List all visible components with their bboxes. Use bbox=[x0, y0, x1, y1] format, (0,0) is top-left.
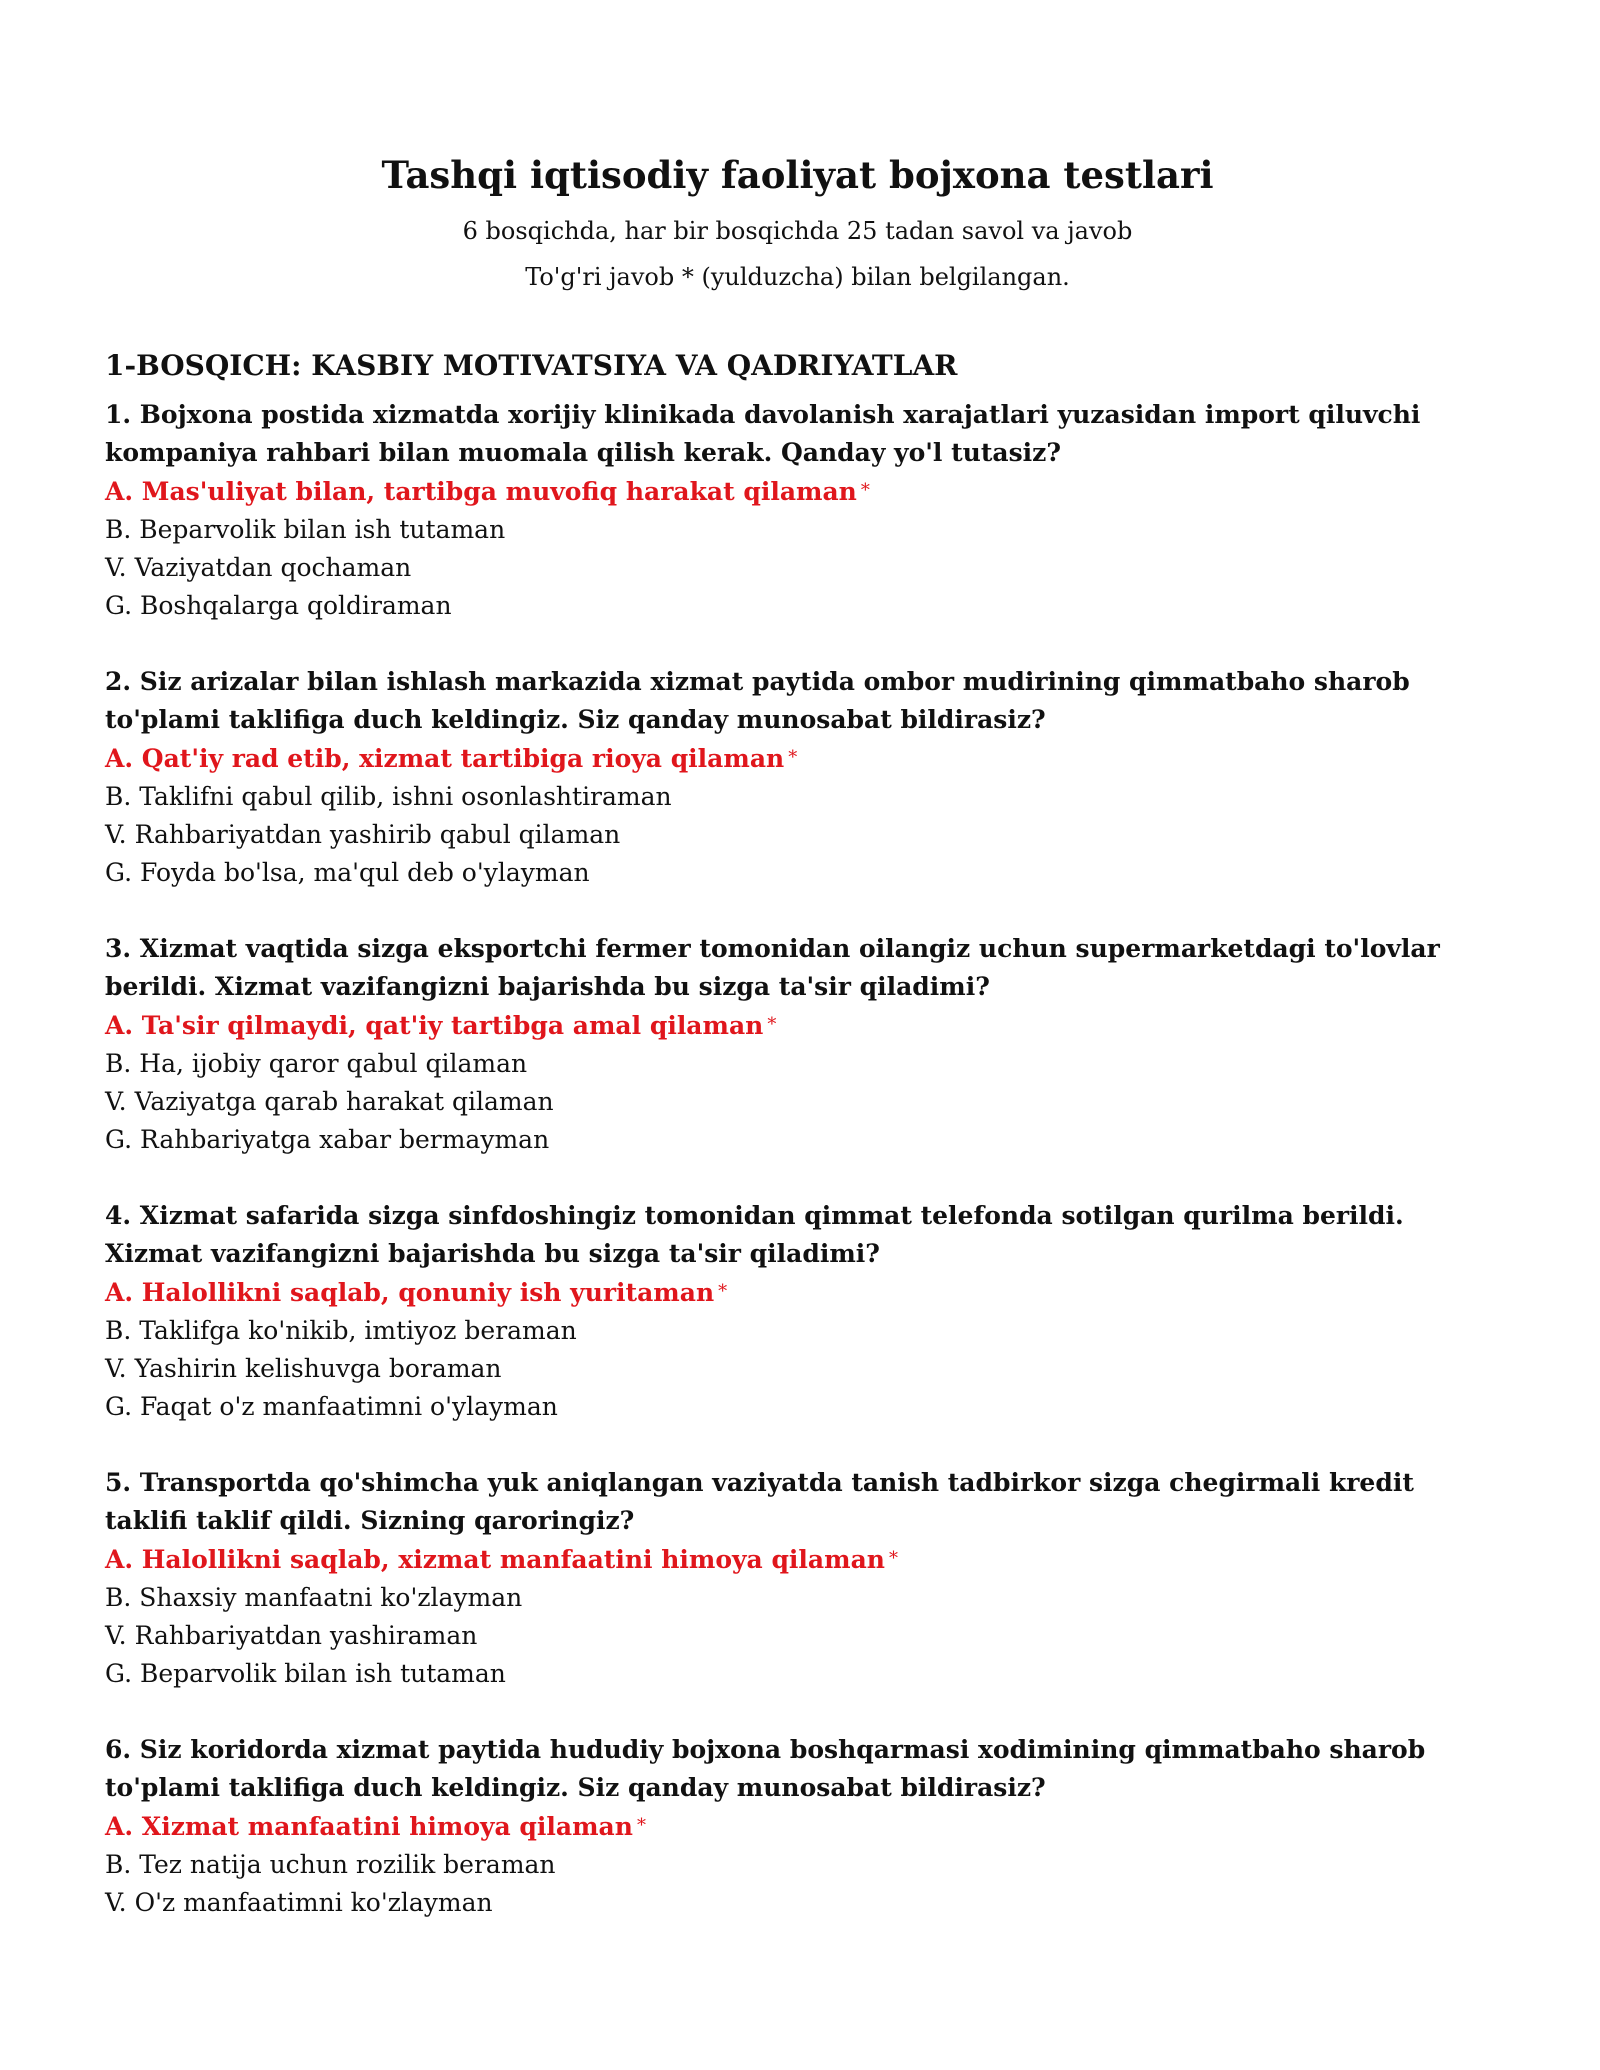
correct-star-marker: * bbox=[788, 747, 798, 768]
correct-option bbox=[105, 472, 1490, 511]
correct-option bbox=[105, 1807, 1490, 1846]
correct-star-marker: * bbox=[767, 1014, 777, 1035]
correct-option bbox=[105, 1540, 1490, 1579]
document-subtitle: 6 bosqichda, har bir bosqichda 25 tadan savol va javob bbox=[462, 217, 1133, 245]
option-label: A. Halollikni saqlab, qonuniy ish yuritaman bbox=[105, 1278, 715, 1307]
question-5 bbox=[105, 1464, 1490, 1693]
answer-key-note: To'g'ri javob * (yulduzcha) bilan belgilangan. bbox=[525, 263, 1070, 291]
correct-star-marker: * bbox=[636, 1815, 646, 1836]
option-g: G. Rahbariyatga xabar bermayman bbox=[105, 1125, 550, 1154]
option-v: V. Vaziyatdan qochaman bbox=[105, 553, 412, 582]
question-list bbox=[105, 396, 1490, 1922]
option-g: G. Beparvolik bilan ish tutaman bbox=[105, 1659, 506, 1688]
correct-option bbox=[105, 1006, 1490, 1045]
question-4 bbox=[105, 1197, 1490, 1426]
option-g: G. Faqat o'z manfaatimni o'ylayman bbox=[105, 1392, 558, 1421]
option-label: A. Mas'uliyat bilan, tartibga muvofiq harakat qilaman bbox=[105, 477, 857, 506]
question-text: 3. Xizmat vaqtida sizga eksportchi fermer tomonidan oilangiz uchun supermarketdagi to'lovlar berildi. Xizmat vazifangizni bajarishda bu sizga ta'sir qiladimi? bbox=[105, 934, 1440, 1001]
option-v: V. O'z manfaatimni ko'zlayman bbox=[105, 1888, 493, 1917]
option-b: B. Shaxsiy manfaatni ko'zlayman bbox=[105, 1583, 523, 1612]
question-text: 4. Xizmat safarida sizga sinfdoshingiz tomonidan qimmat telefonda sotilgan qurilma berildi. Xizmat vazifangizni bajarishda bu sizga ta'sir qiladimi? bbox=[105, 1201, 1404, 1268]
question-text: 2. Siz arizalar bilan ishlash markazida xizmat paytida ombor mudirining qimmatbaho sharob to'plami taklifiga duch keldingiz. Siz qanday munosabat bildirasiz? bbox=[105, 667, 1410, 734]
question-text: 6. Siz koridorda xizmat paytida hududiy bojxona boshqarmasi xodimining qimmatbaho sharob to'plami taklifiga duch keldingiz. Siz qanday munosabat bildirasiz? bbox=[105, 1735, 1426, 1802]
option-g: G. Foyda bo'lsa, ma'qul deb o'ylayman bbox=[105, 858, 590, 887]
question-1 bbox=[105, 396, 1490, 625]
option-v: V. Yashirin kelishuvga boraman bbox=[105, 1354, 502, 1383]
option-v: V. Rahbariyatdan yashiraman bbox=[105, 1621, 478, 1650]
option-b: B. Taklifga ko'nikib, imtiyoz beraman bbox=[105, 1316, 577, 1345]
option-v: V. Vaziyatga qarab harakat qilaman bbox=[105, 1087, 554, 1116]
question-3 bbox=[105, 930, 1490, 1159]
option-b: B. Beparvolik bilan ish tutaman bbox=[105, 515, 506, 544]
option-b: B. Ha, ijobiy qaror qabul qilaman bbox=[105, 1049, 528, 1078]
correct-star-marker: * bbox=[718, 1281, 728, 1302]
option-g: G. Boshqalarga qoldiraman bbox=[105, 591, 452, 620]
question-text: 1. Bojxona postida xizmatda xorijiy klinikada davolanish xarajatlari yuzasidan import qiluvchi kompaniya rahbari bilan muomala qilish kerak. Qanday yo'l tutasiz? bbox=[105, 400, 1421, 467]
option-b: B. Taklifni qabul qilib, ishni osonlashtiraman bbox=[105, 782, 672, 811]
correct-star-marker: * bbox=[888, 1548, 898, 1569]
correct-star-marker: * bbox=[860, 480, 870, 501]
option-label: A. Qat'iy rad etib, xizmat tartibiga rioya qilaman bbox=[105, 744, 785, 773]
correct-option bbox=[105, 739, 1490, 778]
option-label: A. Xizmat manfaatini himoya qilaman bbox=[105, 1812, 633, 1841]
option-v: V. Rahbariyatdan yashirib qabul qilaman bbox=[105, 820, 621, 849]
correct-option bbox=[105, 1273, 1490, 1312]
question-text: 5. Transportda qo'shimcha yuk aniqlangan vaziyatda tanish tadbirkor sizga chegirmali kredit taklifi taklif qildi. Sizning qaroringiz? bbox=[105, 1468, 1414, 1535]
option-label: A. Halollikni saqlab, xizmat manfaatini himoya qilaman bbox=[105, 1545, 885, 1574]
question-2 bbox=[105, 663, 1490, 892]
document-title: Tashqi iqtisodiy faoliyat bojxona testlari bbox=[381, 153, 1214, 197]
question-6 bbox=[105, 1731, 1490, 1922]
option-b: B. Tez natija uchun rozilik beraman bbox=[105, 1850, 556, 1879]
section-heading: 1-BOSQICH: KASBIY MOTIVATSIYA VA QADRIYATLAR bbox=[105, 349, 958, 382]
option-label: A. Ta'sir qilmaydi, qat'iy tartibga amal qilaman bbox=[105, 1011, 764, 1040]
